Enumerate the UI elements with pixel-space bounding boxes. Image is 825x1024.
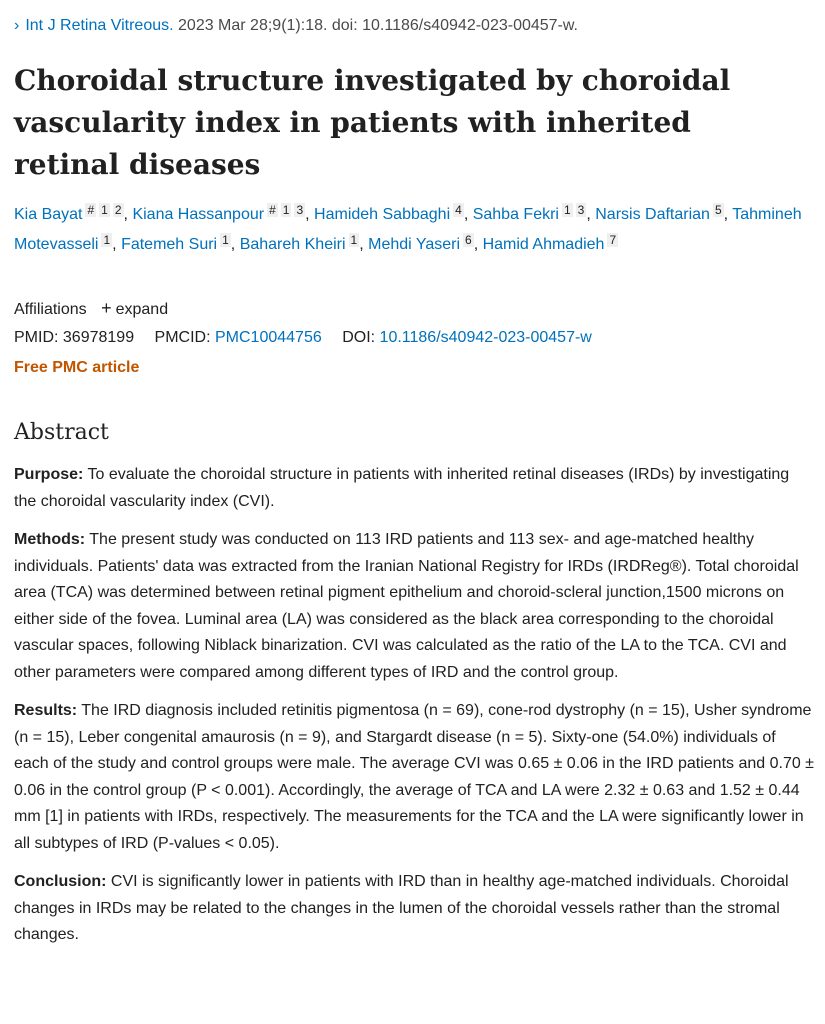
affiliation-ref[interactable]: 1 [101,203,108,217]
abstract-body [14,462,814,961]
methods-label: Methods: [14,531,86,548]
pmcid-label: PMCID: [154,329,211,346]
author-name-link[interactable]: Tahmineh Motevasseli [14,206,802,253]
author-name-link[interactable]: Kiana Hassanpour [132,206,265,223]
author-name-link[interactable]: Kia Bayat [14,206,83,223]
pmid-label: PMID: [14,329,59,346]
author-list: Kia Bayat # $^1$ $^2$ , Kiana Hassanpour # $^1$ $^3$ , Hamideh Sabbaghi $^4$ , Sahba Fekri $^1$ $^3$ , Narsis Daftarian $^5$ , Tahmineh Motevasseli $^1$ , Fatemeh Suri $^1$ , Bahareh Kheiri $^1$ , Mehdi Yaseri $^6$ , Hamid Ahmadieh $^7$ [14,203,802,253]
abstract-heading: Abstract [14,420,109,445]
author-item [314,203,464,223]
citation-line [14,14,578,38]
results-label: Results: [14,702,78,719]
affiliation-ref[interactable]: 3 [577,203,585,217]
author-name-link[interactable]: Narsis Daftarian [595,206,710,223]
author-item [595,203,723,223]
pmcid-link[interactable]: PMC10044756 [215,329,322,346]
abstract-conclusion [14,869,814,949]
conclusion-label: Conclusion: [14,873,107,890]
author-item [482,233,619,253]
author-item [368,233,474,253]
citation-details: 2023 Mar 28;9(1):18. doi: 10.1186/s40942-023-00457-w. [178,17,578,34]
author-name-link[interactable]: Fatemeh Suri [121,236,218,253]
author-item [14,203,124,223]
affiliation-ref[interactable]: 1 [563,203,571,217]
purpose-text: To evaluate the choroidal structure in patients with inherited retinal diseases (IRDs) by investigating the choroidal vascularity index (CVI). [14,466,790,510]
author-name-link[interactable]: Hamid Ahmadieh [482,236,605,253]
methods-text: The present study was conducted on 113 IRD patients and 113 sex- and age-matched healthy individuals. Patients' data was extracted from the Iranian National Registry for IRDs (IRDReg®). Total choroidal area (TCA) was determined between retinal pigment epithelium and choroid-scleral junction,1500 microns on either side of the fovea. Luminal area (LA) was considered as the black area corresponding to the choroidal vascular spaces, following Niblack binarization. CVI was calculated as the ratio of the LA to the TCA. CVI and other parameters were compared among different types of IRD and the control group. [14,531,799,681]
purpose-label: Purpose: [14,466,84,483]
affiliation-ref[interactable]: 1 [282,203,290,217]
journal-link[interactable]: Int J Retina Vitreous. [25,17,174,34]
affiliation-ref[interactable]: 6 [465,233,472,247]
affiliation-ref[interactable]: 1 [103,233,111,247]
affiliation-ref[interactable]: 4 [455,203,462,217]
doi-label: DOI: [342,329,376,346]
author-name-link[interactable]: Hamideh Sabbaghi [314,206,451,223]
author-name-link[interactable]: Mehdi Yaseri [368,236,461,253]
author-item [132,203,305,223]
expand-affiliations-button[interactable]: expand [115,301,169,318]
abstract-purpose [14,462,814,515]
affiliation-ref[interactable]: 7 [609,233,617,247]
affiliations-label: Affiliations [14,301,87,318]
affiliation-ref: # [87,203,95,217]
chevron-right-icon[interactable]: › [14,17,20,34]
affiliation-ref[interactable]: 1 [222,233,229,247]
affiliation-ref[interactable]: 5 [714,203,722,217]
free-article-badge[interactable]: Free PMC article [14,359,140,376]
author-name-link[interactable]: Bahareh Kheiri [239,236,346,253]
identifiers-row [14,326,592,350]
author-item [239,233,360,253]
doi-link[interactable]: 10.1186/s40942-023-00457-w [379,329,592,346]
affiliation-ref[interactable]: 3 [296,203,304,217]
results-text: The IRD diagnosis included retinitis pigmentosa (n = 69), cone-rod dystrophy (n = 15), Usher syndrome (n = 15), Leber congenital amaurosis (n = 9), and Stargardt disease (n = 5). Sixty-one (54.0%) individuals of each of the study and control groups were male. The average CVI was 0.65 ± 0.06 in the IRD patients and 0.70 ± 0.06 in the control group (P < 0.001). Accordingly, the average of TCA and LA were 2.32 ± 0.63 and 1.52 ± 0.44 mm [1] in patients with IRDs, respectively. The measurements for the TCA and the LA were significantly lower in all subtypes of IRD (P-values < 0.05). [14,702,814,852]
abstract-methods [14,527,814,686]
plus-icon[interactable]: + [101,298,112,318]
affiliation-ref[interactable]: 1 [350,233,358,247]
affiliations-row [14,296,168,322]
conclusion-text: CVI is significantly lower in patients with IRD than in healthy age-matched individuals. Choroidal changes in IRDs may be related to the changes in the lumen of the choroidal vessels rather than the stromal changes. [14,873,789,943]
abstract-results [14,698,814,857]
author-item [472,203,587,223]
article-title: Choroidal structure investigated by choroidal vascularity index in patients with inherited retinal diseases [14,64,731,181]
author-item [121,233,231,253]
author-name-link[interactable]: Sahba Fekri [472,206,559,223]
affiliation-ref[interactable]: 2 [114,203,122,217]
affiliation-ref: # [269,203,276,217]
pmid-value: 36978199 [62,329,135,346]
